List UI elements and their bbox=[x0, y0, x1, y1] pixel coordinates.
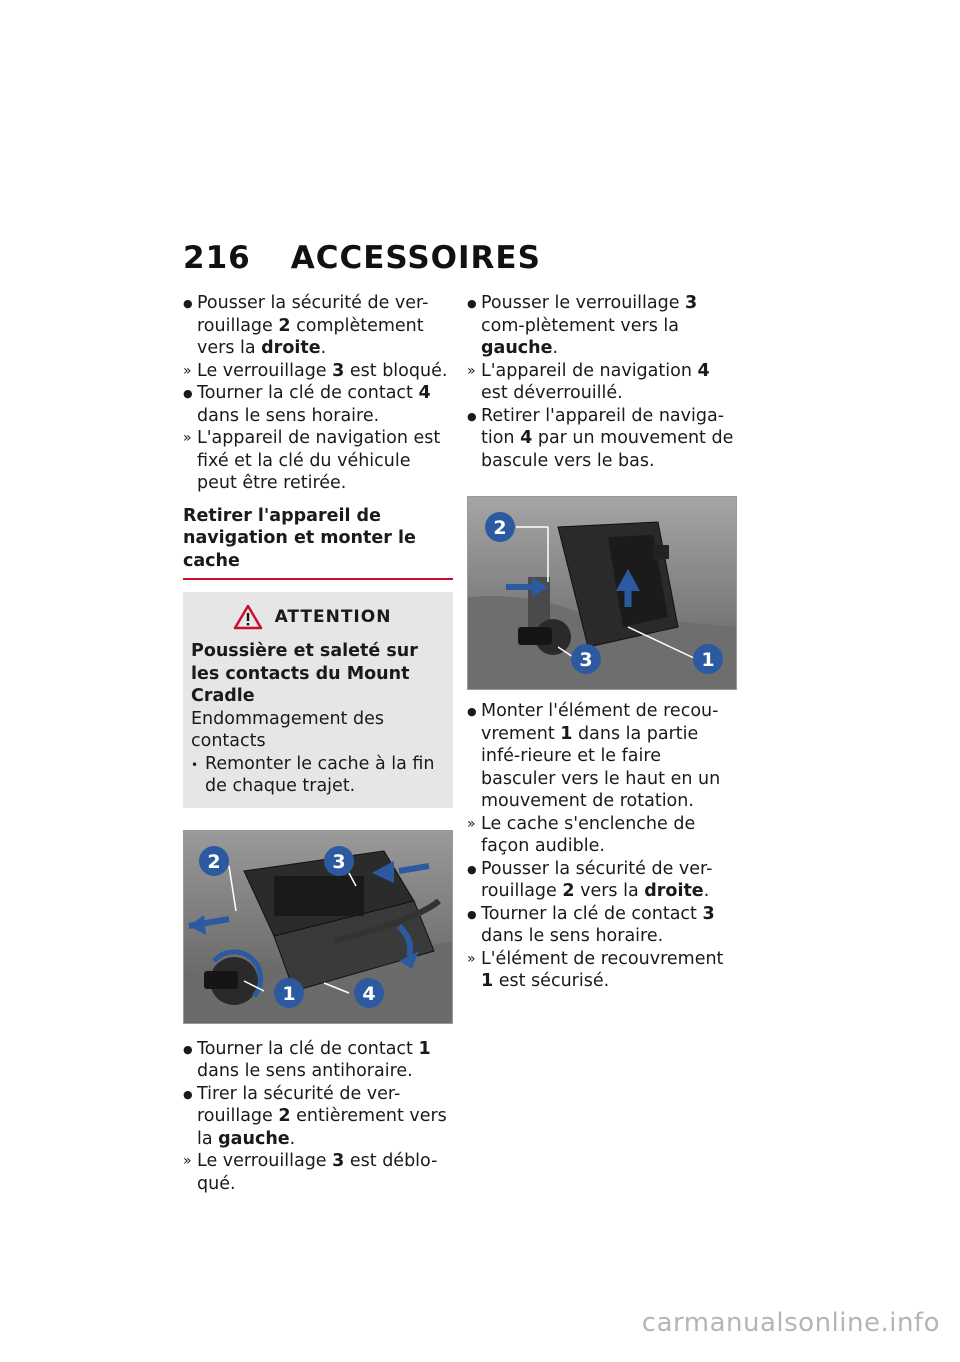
step-text: dans la partie infé-rieure et le faire basculer vers le haut en un mouvement de rotation. bbox=[481, 723, 721, 811]
step-text: Monter l'élément de recou-vrement bbox=[481, 701, 719, 744]
callout-3 bbox=[571, 644, 601, 674]
step-text: com-plètement vers la bbox=[481, 315, 679, 336]
step-reference: 1 bbox=[481, 971, 494, 991]
callout-3-label: 3 bbox=[579, 649, 593, 671]
section-subheading: Retirer l'appareil de navigation et monter le cache bbox=[183, 505, 453, 581]
result-step bbox=[467, 360, 737, 405]
page-number: 216 bbox=[183, 240, 251, 276]
step-text: Le verrouillage bbox=[197, 360, 333, 381]
action-step bbox=[467, 405, 737, 473]
bullet-icon: ● bbox=[467, 297, 477, 310]
step-text: Tirer la sécurité de ver-rouillage bbox=[197, 1083, 401, 1126]
callout-3-label: 3 bbox=[332, 850, 346, 873]
callout-1 bbox=[693, 644, 723, 674]
step-reference: 2 bbox=[278, 1106, 291, 1126]
action-step bbox=[467, 858, 737, 903]
bullet-icon: ● bbox=[183, 297, 193, 310]
callout-4 bbox=[354, 978, 384, 1008]
result-step bbox=[467, 948, 737, 993]
attention-remedy-text: Remonter le cache à la fin de chaque trajet. bbox=[205, 753, 435, 796]
step-text: Le cache s'enclenche de façon audible. bbox=[481, 813, 696, 856]
action-step bbox=[183, 1083, 453, 1151]
step-text: Pousser la sécurité de ver-rouillage bbox=[481, 858, 713, 901]
result-marker-icon: » bbox=[467, 815, 476, 832]
step-text: vers la bbox=[574, 881, 645, 901]
step-text: L'appareil de navigation est fixé et la clé du véhicule peut être retirée. bbox=[197, 428, 441, 493]
bullet-icon: ● bbox=[183, 1042, 193, 1056]
action-step bbox=[467, 292, 737, 360]
page-title: ACCESSOIRES bbox=[290, 240, 541, 276]
attention-consequence: Endommagement des contacts bbox=[191, 708, 384, 751]
step-reference: 4 bbox=[520, 428, 533, 448]
step-text: est déverrouillé. bbox=[481, 383, 623, 403]
bullet-icon: ● bbox=[183, 387, 193, 400]
step-text: Pousser le verrouillage bbox=[481, 293, 686, 313]
step-text: est sécurisé. bbox=[493, 971, 610, 991]
step-text: dans le sens antihoraire. bbox=[197, 1061, 413, 1081]
step-text: . bbox=[289, 1128, 296, 1149]
bullet-icon: • bbox=[191, 757, 199, 772]
action-step bbox=[183, 382, 453, 427]
step-text: par un mouvement de bascule vers le bas. bbox=[481, 428, 734, 471]
bullet-icon: ● bbox=[467, 705, 477, 718]
result-step bbox=[183, 1150, 453, 1195]
bullet-icon: ● bbox=[467, 409, 477, 423]
step-text: dans le sens horaire. bbox=[481, 926, 664, 946]
page-header bbox=[183, 240, 541, 276]
step-reference: gauche bbox=[481, 338, 553, 358]
step-text: Retirer l'appareil de naviga-tion bbox=[481, 405, 725, 448]
callout-3 bbox=[324, 846, 354, 876]
step-reference: 4 bbox=[697, 360, 710, 381]
warning-icon bbox=[233, 604, 263, 630]
steps-list bbox=[183, 292, 453, 495]
bullet-icon: ● bbox=[467, 907, 477, 921]
callout-2-label: 2 bbox=[493, 517, 507, 539]
step-reference: 3 bbox=[702, 903, 715, 924]
result-step bbox=[467, 813, 737, 858]
result-step bbox=[183, 360, 453, 383]
attention-title bbox=[179, 604, 445, 630]
steps-list bbox=[467, 292, 737, 472]
left-column bbox=[183, 292, 453, 1195]
result-marker-icon: » bbox=[183, 362, 192, 379]
attention-cause: Poussière et saleté sur les contacts du Mount Cradle bbox=[191, 641, 418, 706]
step-text: dans le sens horaire. bbox=[197, 405, 380, 426]
attention-label: ATTENTION bbox=[274, 606, 392, 627]
step-text: entièrement vers la bbox=[197, 1106, 447, 1149]
figure-cradle-open bbox=[183, 830, 453, 1024]
step-text: L'élément de recouvrement bbox=[481, 948, 724, 969]
attention-box bbox=[183, 592, 453, 808]
step-text: Tourner la clé de contact bbox=[481, 903, 703, 924]
action-step bbox=[183, 292, 453, 360]
step-reference: 1 bbox=[418, 1038, 431, 1059]
result-marker-icon: » bbox=[467, 950, 476, 967]
callout-4-label: 4 bbox=[362, 982, 376, 1005]
result-marker-icon: » bbox=[467, 362, 476, 379]
callout-2 bbox=[485, 512, 515, 542]
step-reference: 4 bbox=[418, 383, 431, 403]
step-reference: droite bbox=[644, 881, 704, 901]
callout-2-label: 2 bbox=[207, 850, 221, 873]
step-reference: 3 bbox=[332, 360, 345, 381]
callout-2 bbox=[199, 846, 229, 876]
step-reference: 2 bbox=[278, 315, 291, 336]
result-step bbox=[183, 427, 453, 495]
callout-1-label: 1 bbox=[701, 649, 715, 671]
right-column bbox=[467, 292, 737, 993]
step-text: complètement vers la bbox=[197, 315, 424, 358]
step-reference: droite bbox=[261, 338, 321, 358]
step-text: est déblo-qué. bbox=[197, 1151, 438, 1194]
callout-1 bbox=[274, 978, 304, 1008]
step-text: . bbox=[552, 338, 559, 358]
step-text: Pousser la sécurité de ver-rouillage bbox=[197, 293, 429, 336]
result-marker-icon: » bbox=[183, 1153, 192, 1169]
attention-remedy bbox=[191, 753, 445, 798]
step-text: Tourner la clé de contact bbox=[197, 1038, 419, 1059]
watermark: carmanualsonline.info bbox=[641, 1308, 940, 1338]
figure-cradle-remove bbox=[467, 496, 737, 690]
step-reference: gauche bbox=[218, 1128, 290, 1149]
callout-1-label: 1 bbox=[282, 982, 296, 1005]
step-text: Tourner la clé de contact bbox=[197, 383, 419, 403]
bullet-icon: ● bbox=[183, 1087, 193, 1101]
steps-list bbox=[183, 1038, 453, 1196]
step-text: . bbox=[703, 881, 710, 901]
step-text: est bloqué. bbox=[344, 360, 448, 381]
step-reference: 3 bbox=[332, 1151, 345, 1171]
step-text: L'appareil de navigation bbox=[481, 360, 698, 381]
step-text: Le verrouillage bbox=[197, 1151, 333, 1171]
steps-list bbox=[467, 700, 737, 993]
step-text: . bbox=[320, 338, 327, 358]
result-marker-icon: » bbox=[183, 430, 192, 446]
step-reference: 1 bbox=[560, 723, 573, 744]
action-step bbox=[467, 903, 737, 948]
step-reference: 2 bbox=[562, 881, 575, 901]
step-reference: 3 bbox=[685, 293, 698, 313]
bullet-icon: ● bbox=[467, 862, 477, 876]
action-step bbox=[467, 700, 737, 813]
action-step bbox=[183, 1038, 453, 1083]
